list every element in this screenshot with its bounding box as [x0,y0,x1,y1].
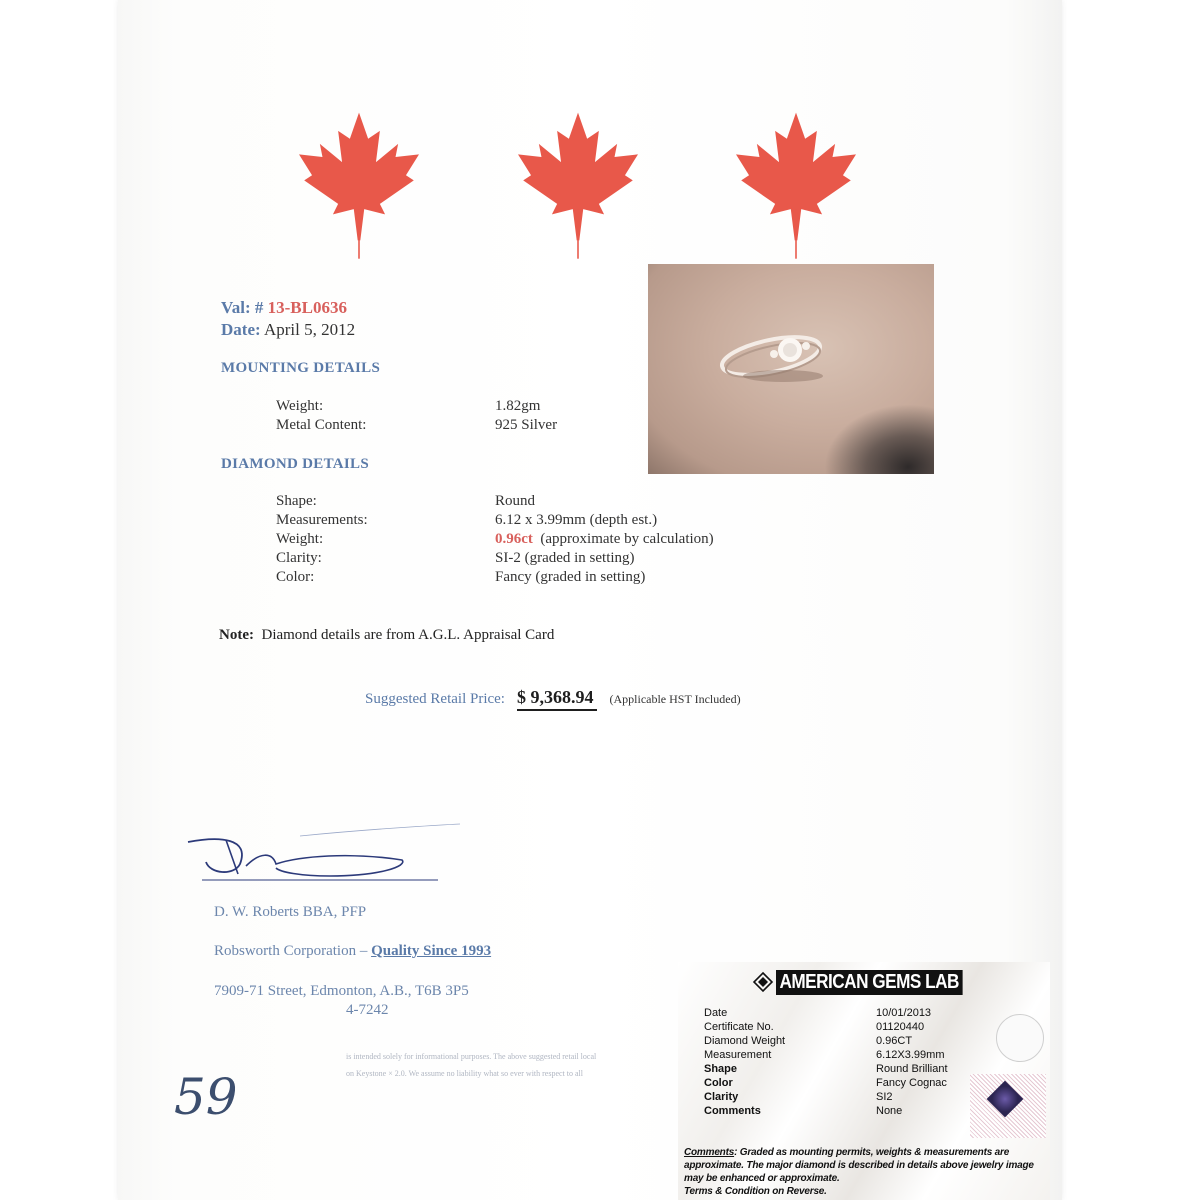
maple-leaf-icon [730,110,862,260]
quality-slogan: Quality Since 1993 [371,943,492,959]
measurements-label: Measurements: [276,512,368,528]
maple-leaf-icon [512,110,644,260]
note-line [219,627,554,644]
diamond-weight-note: (approximate by calculation) [540,531,714,547]
agl-shape-label: Shape [704,1063,738,1075]
agl-weight-value: 0.96CT [876,1035,913,1047]
maple-leaf-icon [293,110,425,260]
agl-date-value: 10/01/2013 [876,1007,932,1019]
note-label: Note: [219,627,254,643]
diamond-weight-line [495,531,714,548]
shape-value: Round [495,493,536,509]
agl-certificate-label: Certificate No. [704,1021,774,1033]
agl-terms: Terms & Condition on Reverse. [684,1186,827,1197]
agl-date-label: Date [704,1007,728,1019]
agl-security-pattern [970,1074,1046,1138]
price-label: Suggested Retail Price: [365,691,505,707]
disclaimer-line-1: is intended solely for informational purposes. The above suggested retail local [346,1052,597,1061]
company-line [214,943,491,960]
agl-comments-block [684,1146,1046,1198]
agl-measurement-value: 6.12X3.99mm [876,1049,945,1061]
valuation-number-line [221,298,347,318]
date-line [221,320,355,340]
maple-leaf-svg [730,110,862,260]
agl-logo-icon [752,971,774,993]
agl-color-value: Fancy Cognac [876,1077,947,1089]
diamond-weight-label: Weight: [276,531,324,547]
agl-measurement-label: Measurement [704,1049,772,1061]
agl-brand-name: AMERICAN GEMS LAB [776,970,962,995]
mounting-details-heading: MOUNTING DETAILS [221,360,381,376]
date-value: April 5, 2012 [263,320,356,339]
signer-name: D. W. Roberts BBA, PFP [214,904,367,920]
agl-appraisal-card [678,962,1050,1200]
diamond-details-heading: DIAMOND DETAILS [221,456,369,472]
date-label: Date: [221,320,261,339]
measurements-value: 6.12 x 3.99mm (depth est.) [495,512,658,528]
maple-leaf-svg [293,110,425,260]
agl-comments-heading: Comments [684,1147,735,1158]
agl-seal-icon [996,1014,1044,1062]
ring-photo [648,264,934,474]
agl-clarity-value: SI2 [876,1091,893,1103]
agl-brand [752,968,993,996]
metal-content-value: 925 Silver [495,417,558,433]
maple-leaf-svg [512,110,644,260]
disclaimer-line-2: on Keystone × 2.0. We assume no liability what so ever with respect to all [346,1069,584,1078]
mounting-weight-label: Weight: [276,398,324,414]
agl-color-label: Color [704,1077,733,1089]
diamond-weight-value: 0.96ct [495,531,533,547]
note-text: Diamond details are from A.G.L. Appraisal Card [261,627,555,643]
color-value: Fancy (graded in setting) [495,569,646,585]
company-address: 7909-71 Street, Edmonton, A.B., T6B 3P5 [214,983,469,999]
clarity-value: SI-2 (graded in setting) [495,550,635,566]
shape-label: Shape: [276,493,317,509]
price-note: (Applicable HST Included) [609,692,741,706]
mounting-weight-value: 1.82gm [495,398,541,414]
agl-certificate-value: 01120440 [876,1021,925,1033]
val-label: Val: # [221,298,264,317]
color-label: Color: [276,569,315,585]
metal-content-label: Metal Content: [276,417,367,433]
agl-shape-value: Round Brilliant [876,1063,948,1075]
company-name: Robsworth Corporation – [214,943,368,959]
agl-comments-label: Comments [704,1105,761,1117]
clarity-label: Clarity: [276,550,322,566]
price-line [365,687,741,711]
price-value: $ 9,368.94 [517,687,598,711]
val-number: 13-BL0636 [267,298,347,317]
ring-image [648,264,934,474]
agl-clarity-label: Clarity [704,1091,739,1103]
agl-comments-value: None [876,1105,903,1117]
agl-comments-text: : Graded as mounting permits, weights & measurements are approximate. The major diamond is described in details above jewelry image may be enhanced or approximate. [684,1147,1034,1184]
phone-fragment: 4-7242 [346,1002,389,1018]
gem-thumbnail-icon [987,1081,1024,1118]
signature-image [180,822,460,886]
agl-weight-label: Diamond Weight [704,1035,786,1047]
page-number: 59 [174,1068,238,1126]
